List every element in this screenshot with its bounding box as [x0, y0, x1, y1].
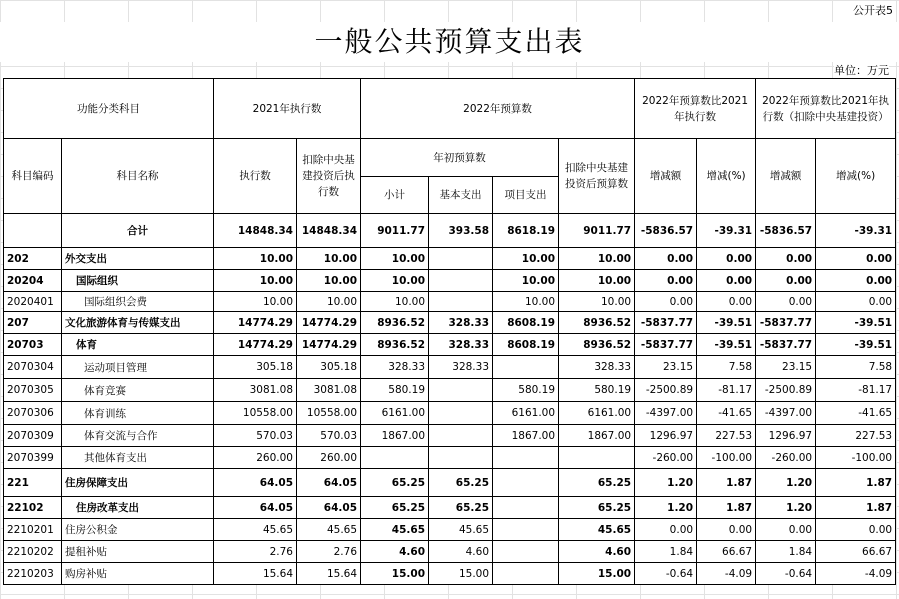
row-name-cell: 国际组织会费 [62, 292, 214, 312]
row-value-cell: 64.05 [297, 497, 361, 519]
row-code-cell: 2210202 [4, 541, 62, 563]
row-value-cell: 260.00 [214, 447, 297, 469]
row-name-cell: 提租补贴 [62, 541, 214, 563]
row-value-cell: 45.65 [429, 519, 493, 541]
header-budget-adjusted: 扣除中央基建投资后预算数 [559, 139, 635, 214]
row-value-cell [493, 356, 559, 379]
row-value-cell: 328.33 [429, 312, 493, 334]
row-value-cell: 1.87 [816, 469, 896, 497]
table-row [4, 563, 896, 585]
row-value-cell: 8608.19 [493, 312, 559, 334]
row-value-cell: 2.76 [297, 541, 361, 563]
row-value-cell: 10.00 [214, 270, 297, 292]
row-code-cell: 2070305 [4, 379, 62, 402]
row-value-cell: 10.00 [493, 248, 559, 270]
row-value-cell: 10.00 [559, 248, 635, 270]
row-value-cell: -4.09 [697, 563, 756, 585]
table-row [4, 497, 896, 519]
row-code-cell: 20204 [4, 270, 62, 292]
row-value-cell: 23.15 [756, 356, 816, 379]
row-value-cell: -5837.77 [756, 312, 816, 334]
row-value-cell: 66.67 [697, 541, 756, 563]
row-code-cell: 202 [4, 248, 62, 270]
row-value-cell: 10.00 [297, 270, 361, 292]
row-value-cell: 0.00 [635, 519, 697, 541]
row-value-cell [493, 469, 559, 497]
row-code-cell: 22102 [4, 497, 62, 519]
row-value-cell: 64.05 [214, 497, 297, 519]
header-compare: 2022年预算数比2021年执行数 [635, 79, 756, 139]
row-value-cell: 65.25 [361, 497, 429, 519]
row-value-cell: -0.64 [635, 563, 697, 585]
row-value-cell: 65.25 [429, 469, 493, 497]
row-value-cell: 66.67 [816, 541, 896, 563]
row-value-cell: 0.00 [816, 248, 896, 270]
row-value-cell: 6161.00 [559, 402, 635, 425]
header-row-2 [4, 139, 896, 177]
total-value-cell: -39.31 [697, 214, 756, 248]
row-value-cell [429, 379, 493, 402]
row-value-cell: 0.00 [697, 248, 756, 270]
table-row [4, 356, 896, 379]
header-compare-adjusted: 2022年预算数比2021年执行数（扣除中央基建投资） [756, 79, 896, 139]
row-value-cell: 328.33 [429, 334, 493, 356]
header-code: 科目编码 [4, 139, 62, 214]
row-value-cell [429, 270, 493, 292]
row-value-cell: 10.00 [361, 248, 429, 270]
header-2021-exec: 2021年执行数 [214, 79, 361, 139]
row-value-cell: 0.00 [697, 270, 756, 292]
row-value-cell: 1.20 [756, 497, 816, 519]
row-value-cell: 8936.52 [361, 334, 429, 356]
header-basic: 基本支出 [429, 177, 493, 214]
total-value-cell: -39.31 [816, 214, 896, 248]
row-value-cell: -4397.00 [635, 402, 697, 425]
header-2022-budget: 2022年预算数 [361, 79, 635, 139]
row-value-cell: 14774.29 [297, 312, 361, 334]
header-function-category: 功能分类科目 [4, 79, 214, 139]
row-value-cell: 6161.00 [493, 402, 559, 425]
row-value-cell: 580.19 [361, 379, 429, 402]
header-subtotal: 小计 [361, 177, 429, 214]
row-value-cell: 1.20 [635, 497, 697, 519]
row-value-cell [429, 402, 493, 425]
row-value-cell: -260.00 [635, 447, 697, 469]
row-code-cell: 20703 [4, 334, 62, 356]
row-value-cell: 570.03 [214, 425, 297, 447]
header-exec: 执行数 [214, 139, 297, 214]
row-value-cell [429, 292, 493, 312]
row-value-cell: 10.00 [297, 292, 361, 312]
header-exec-adjusted: 扣除中央基建投资后执行数 [297, 139, 361, 214]
row-value-cell: 14774.29 [214, 312, 297, 334]
row-value-cell: 10.00 [297, 248, 361, 270]
row-value-cell: 3081.08 [297, 379, 361, 402]
row-code-cell: 2020401 [4, 292, 62, 312]
total-label: 合计 [62, 214, 214, 248]
row-value-cell: 10.00 [361, 270, 429, 292]
row-value-cell: 1.87 [697, 469, 756, 497]
row-value-cell: -39.51 [816, 312, 896, 334]
row-value-cell: -39.51 [697, 334, 756, 356]
table-row [4, 248, 896, 270]
row-value-cell [559, 447, 635, 469]
total-value-cell: 393.58 [429, 214, 493, 248]
table-row [4, 312, 896, 334]
row-value-cell: 0.00 [816, 270, 896, 292]
row-value-cell: -5837.77 [635, 334, 697, 356]
row-value-cell: 305.18 [214, 356, 297, 379]
row-value-cell: -41.65 [697, 402, 756, 425]
row-value-cell: 8936.52 [559, 334, 635, 356]
row-value-cell: 8936.52 [559, 312, 635, 334]
table-row [4, 541, 896, 563]
header-change-percent: 增减(%) [697, 139, 756, 214]
table-row [4, 402, 896, 425]
row-value-cell: 14774.29 [297, 334, 361, 356]
budget-table [3, 78, 896, 585]
table-row [4, 447, 896, 469]
row-value-cell: 328.33 [429, 356, 493, 379]
row-value-cell: 0.00 [816, 292, 896, 312]
row-code-cell: 2070309 [4, 425, 62, 447]
row-value-cell: 1.84 [756, 541, 816, 563]
row-value-cell [361, 447, 429, 469]
row-value-cell: 1.20 [756, 469, 816, 497]
row-name-cell: 住房保障支出 [62, 469, 214, 497]
row-value-cell: -0.64 [756, 563, 816, 585]
row-name-cell: 体育训练 [62, 402, 214, 425]
row-name-cell: 体育交流与合作 [62, 425, 214, 447]
row-value-cell: -260.00 [756, 447, 816, 469]
header-name: 科目名称 [62, 139, 214, 214]
row-value-cell: 8936.52 [361, 312, 429, 334]
row-value-cell: 10558.00 [297, 402, 361, 425]
table-row [4, 425, 896, 447]
total-value-cell: -5836.57 [635, 214, 697, 248]
unit-label: 单位：万元 [834, 64, 889, 77]
row-value-cell: 0.00 [635, 292, 697, 312]
row-value-cell: 1867.00 [559, 425, 635, 447]
table-row [4, 379, 896, 402]
row-name-cell: 体育竞赛 [62, 379, 214, 402]
row-value-cell: 14774.29 [214, 334, 297, 356]
row-value-cell: 1296.97 [635, 425, 697, 447]
row-value-cell: -5837.77 [756, 334, 816, 356]
row-value-cell: -4.09 [816, 563, 896, 585]
row-value-cell: 1.87 [816, 497, 896, 519]
row-value-cell: 305.18 [297, 356, 361, 379]
row-value-cell: 580.19 [493, 379, 559, 402]
row-value-cell [429, 425, 493, 447]
row-value-cell: 227.53 [816, 425, 896, 447]
row-value-cell: 45.65 [297, 519, 361, 541]
row-value-cell: 1.87 [697, 497, 756, 519]
row-code-cell: 221 [4, 469, 62, 497]
row-value-cell: 1.20 [635, 469, 697, 497]
row-value-cell: 4.60 [559, 541, 635, 563]
table-row [4, 519, 896, 541]
total-row [4, 214, 896, 248]
row-name-cell: 国际组织 [62, 270, 214, 292]
total-value-cell: 9011.77 [361, 214, 429, 248]
row-value-cell: -2500.89 [635, 379, 697, 402]
row-value-cell: 2.76 [214, 541, 297, 563]
total-value-cell: 14848.34 [214, 214, 297, 248]
row-value-cell: 0.00 [635, 270, 697, 292]
row-value-cell: 45.65 [361, 519, 429, 541]
table-row [4, 292, 896, 312]
row-code-cell: 2070399 [4, 447, 62, 469]
row-value-cell: 6161.00 [361, 402, 429, 425]
row-value-cell: 15.64 [214, 563, 297, 585]
row-name-cell: 住房公积金 [62, 519, 214, 541]
row-value-cell: 7.58 [697, 356, 756, 379]
row-value-cell: 0.00 [756, 248, 816, 270]
row-value-cell: 65.25 [361, 469, 429, 497]
total-code-cell [4, 214, 62, 248]
row-value-cell: 4.60 [429, 541, 493, 563]
row-name-cell: 文化旅游体育与传媒支出 [62, 312, 214, 334]
row-value-cell: 328.33 [361, 356, 429, 379]
row-value-cell: 8608.19 [493, 334, 559, 356]
row-value-cell: 65.25 [559, 469, 635, 497]
row-value-cell: 10.00 [559, 292, 635, 312]
total-value-cell: 9011.77 [559, 214, 635, 248]
page-title: 一般公共预算支出表 [0, 22, 899, 62]
row-value-cell [493, 563, 559, 585]
row-value-cell: 15.00 [361, 563, 429, 585]
row-value-cell [493, 519, 559, 541]
header-change-amount: 增减额 [635, 139, 697, 214]
sheet-label: 公开表5 [853, 4, 893, 17]
row-value-cell: 0.00 [697, 292, 756, 312]
total-value-cell: 14848.34 [297, 214, 361, 248]
row-value-cell: 15.00 [429, 563, 493, 585]
row-value-cell: 10.00 [559, 270, 635, 292]
row-value-cell: 15.64 [297, 563, 361, 585]
row-value-cell [429, 447, 493, 469]
table-row [4, 270, 896, 292]
total-value-cell: -5836.57 [756, 214, 816, 248]
row-value-cell: 65.25 [429, 497, 493, 519]
row-value-cell: 4.60 [361, 541, 429, 563]
row-value-cell: 10.00 [214, 248, 297, 270]
row-value-cell [493, 541, 559, 563]
row-value-cell: 64.05 [297, 469, 361, 497]
row-value-cell: 15.00 [559, 563, 635, 585]
row-value-cell: 10.00 [214, 292, 297, 312]
row-value-cell: 0.00 [756, 270, 816, 292]
row-value-cell: 23.15 [635, 356, 697, 379]
row-name-cell: 其他体育支出 [62, 447, 214, 469]
row-value-cell: -81.17 [816, 379, 896, 402]
row-value-cell: -4397.00 [756, 402, 816, 425]
row-code-cell: 2070306 [4, 402, 62, 425]
row-value-cell [493, 497, 559, 519]
row-value-cell: 0.00 [756, 292, 816, 312]
row-value-cell: 0.00 [816, 519, 896, 541]
header-row-1 [4, 79, 896, 139]
row-value-cell: 0.00 [635, 248, 697, 270]
row-value-cell: -100.00 [697, 447, 756, 469]
row-value-cell: -39.51 [816, 334, 896, 356]
row-value-cell: -41.65 [816, 402, 896, 425]
row-value-cell: 10.00 [493, 292, 559, 312]
row-value-cell: 1867.00 [493, 425, 559, 447]
row-code-cell: 207 [4, 312, 62, 334]
row-value-cell: 45.65 [559, 519, 635, 541]
row-value-cell: -100.00 [816, 447, 896, 469]
row-code-cell: 2070304 [4, 356, 62, 379]
row-value-cell: 10.00 [493, 270, 559, 292]
table-row [4, 334, 896, 356]
row-name-cell: 运动项目管理 [62, 356, 214, 379]
row-value-cell: 227.53 [697, 425, 756, 447]
row-value-cell: 0.00 [756, 519, 816, 541]
row-value-cell: 65.25 [559, 497, 635, 519]
row-name-cell: 外交支出 [62, 248, 214, 270]
row-value-cell [493, 447, 559, 469]
row-code-cell: 2210201 [4, 519, 62, 541]
row-value-cell: -2500.89 [756, 379, 816, 402]
row-value-cell: 64.05 [214, 469, 297, 497]
row-value-cell: 1867.00 [361, 425, 429, 447]
total-value-cell: 8618.19 [493, 214, 559, 248]
table-body [4, 214, 896, 585]
row-value-cell: 570.03 [297, 425, 361, 447]
row-value-cell: 580.19 [559, 379, 635, 402]
header-project: 项目支出 [493, 177, 559, 214]
row-value-cell: 3081.08 [214, 379, 297, 402]
row-value-cell: 1296.97 [756, 425, 816, 447]
row-value-cell: 10558.00 [214, 402, 297, 425]
row-value-cell: -39.51 [697, 312, 756, 334]
row-value-cell: -5837.77 [635, 312, 697, 334]
header-initial-budget: 年初预算数 [361, 139, 559, 177]
row-value-cell: 260.00 [297, 447, 361, 469]
row-value-cell: 7.58 [816, 356, 896, 379]
row-value-cell: 328.33 [559, 356, 635, 379]
header-change-amount-2: 增减额 [756, 139, 816, 214]
row-value-cell: 1.84 [635, 541, 697, 563]
row-value-cell: 10.00 [361, 292, 429, 312]
row-value-cell: 45.65 [214, 519, 297, 541]
row-name-cell: 体育 [62, 334, 214, 356]
row-name-cell: 购房补贴 [62, 563, 214, 585]
row-value-cell [429, 248, 493, 270]
row-code-cell: 2210203 [4, 563, 62, 585]
header-change-percent-2: 增减(%) [816, 139, 896, 214]
row-value-cell: -81.17 [697, 379, 756, 402]
table-row [4, 469, 896, 497]
row-name-cell: 住房改革支出 [62, 497, 214, 519]
row-value-cell: 0.00 [697, 519, 756, 541]
